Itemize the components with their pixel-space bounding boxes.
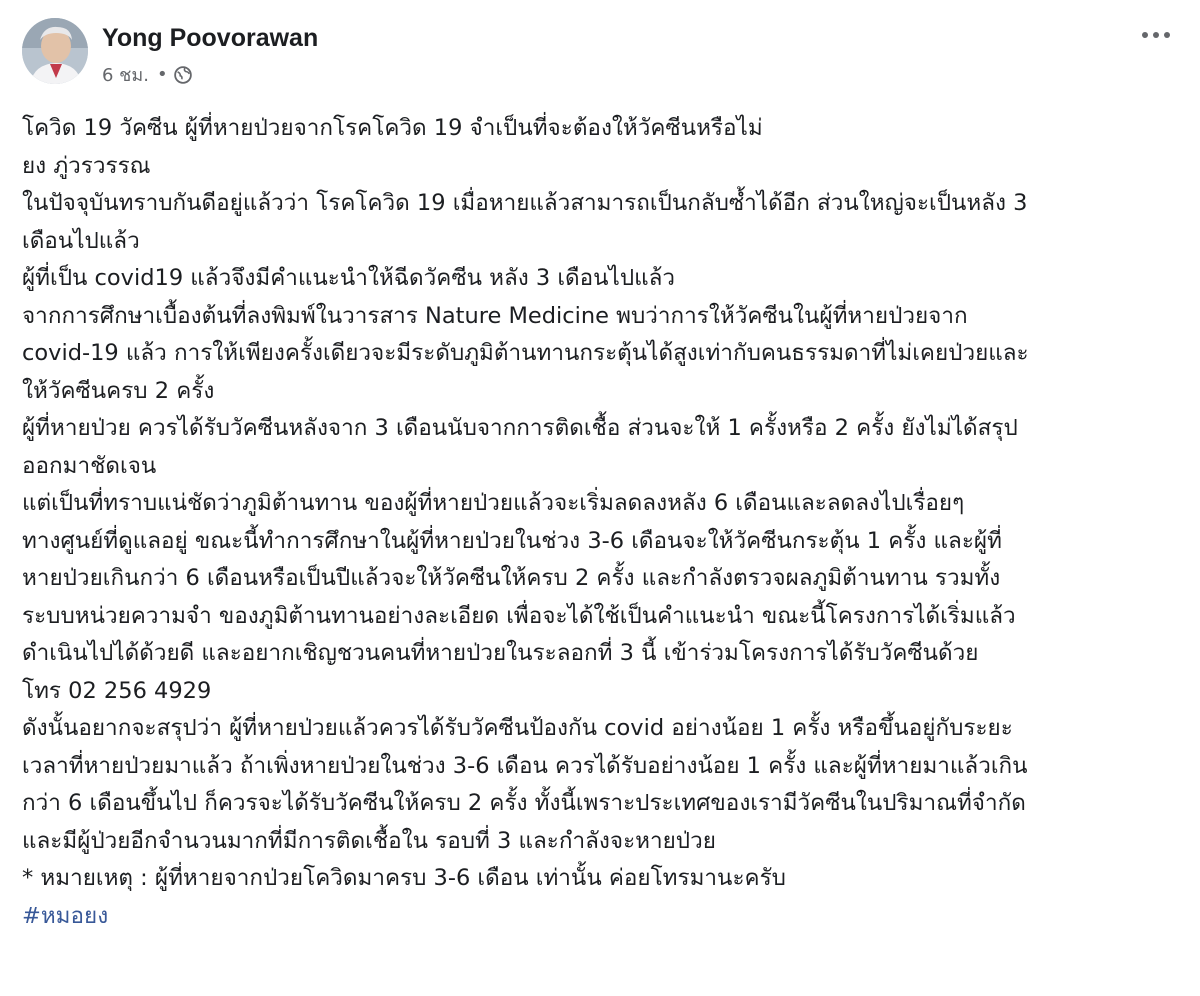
post-line: โควิด 19 วัคซีน ผู้ที่หายป่วยจากโรคโควิด 19 จำเป็นที่จะต้องให้วัคซีนหรือไม่: [22, 115, 763, 141]
author-name[interactable]: Yong Poovorawan: [102, 24, 319, 52]
post-line: กว่า 6 เดือนขึ้นไป ก็ควรจะได้รับวัคซีนให้ครบ 2 ครั้ง ทั้งนี้เพราะประเทศของเรามีวัคซีนในปริมาณที่จำกัด: [22, 790, 1026, 816]
post-content: [22, 110, 1178, 935]
hashtag-link[interactable]: #หมอยง: [22, 902, 109, 929]
post-line: โทร 02 256 4929: [22, 677, 212, 704]
post-line: * หมายเหตุ : ผู้ที่หายจากป่วยโควิดมาครบ 3-6 เดือน เท่านั้น ค่อยโทรมานะครับ: [22, 865, 786, 891]
post-line: ทางศูนย์ที่ดูแลอยู่ ขณะนี้ทำการศึกษาในผู้ที่หายป่วยในช่วง 3-6 เดือนจะให้วัคซีนกระตุ้น 1 ครั้ง และผู้ที่: [22, 527, 1002, 554]
post-time[interactable]: 6 ชม.: [102, 65, 149, 86]
post-line: ในปัจจุบันทราบกันดีอยู่แล้วว่า โรคโควิด 19 เมื่อหายแล้วสามารถเป็นกลับซ้ำได้อีก ส่วนใหญ่จะเป็นหลัง 3: [22, 190, 1028, 216]
post-line: ระบบหน่วยความจำ ของภูมิต้านทานอย่างละเอียด เพื่อจะได้ใช้เป็นคำแนะนำ ขณะนี้โครงการได้เริ่มแล้ว: [22, 602, 1016, 629]
post-line: แต่เป็นที่ทราบแน่ชัดว่าภูมิต้านทาน ของผู้ที่หายป่วยแล้วจะเริ่มลดลงหลัง 6 เดือนและลดลงไปเรื่อยๆ: [22, 490, 965, 516]
post-meta: [102, 22, 318, 89]
post-line: จากการศึกษาเบื้องต้นที่ลงพิมพ์ในวารสาร Nature Medicine พบว่าการให้วัคซีนในผู้ที่หายป่วยจาก: [22, 302, 968, 329]
globe-icon[interactable]: [174, 66, 192, 84]
post-line: ผู้ที่หายป่วย ควรได้รับวัคซีนหลังจาก 3 เดือนนับจากการติดเชื้อ ส่วนจะให้ 1 ครั้งหรือ 2 ครั้ง ยังไม่ได้สรุป: [22, 415, 1018, 441]
post-line: ดำเนินไปได้ด้วยดี และอยากเชิญชวนคนที่หายป่วยในระลอกที่ 3 นี้ เข้าร่วมโครงการได้รับวัคซีนด้วย: [22, 640, 979, 666]
post-subline: [102, 60, 318, 89]
post-line: และมีผู้ป่วยอีกจำนวนมากที่มีการติดเชื้อใน รอบที่ 3 และกำลังจะหายป่วย: [22, 827, 716, 854]
more-dot: [1153, 32, 1159, 38]
post-line: ออกมาชัดเจน: [22, 452, 157, 479]
post-line: ผู้ที่เป็น covid19 แล้วจึงมีคำแนะนำให้ฉีดวัคซีน หลัง 3 เดือนไปแล้ว: [22, 265, 676, 291]
post-line: หายป่วยเกินกว่า 6 เดือนหรือเป็นปีแล้วจะให้วัคซีนให้ครบ 2 ครั้ง และกำลังตรวจผลภูมิต้านทาน รวมทั้ง: [22, 565, 1001, 591]
more-horizontal-icon[interactable]: [1142, 20, 1170, 50]
post-line: ให้วัคซีนครบ 2 ครั้ง: [22, 377, 215, 404]
more-dot: [1164, 32, 1170, 38]
post-line: เดือนไปแล้ว: [22, 227, 140, 254]
hashtag-line: [22, 898, 1178, 936]
post-line: ดังนั้นอยากจะสรุปว่า ผู้ที่หายป่วยแล้วควรได้รับวัคซีนป้องกัน covid อย่างน้อย 1 ครั้ง หรือขึ้นอยู่กับระยะ: [22, 715, 1013, 741]
post-header: [22, 18, 318, 89]
post-line: เวลาที่หายป่วยมาแล้ว ถ้าเพิ่งหายป่วยในช่วง 3-6 เดือน ควรได้รับอย่างน้อย 1 ครั้ง และผู้ที่หายมาแล้วเกิน: [22, 752, 1028, 779]
post-line: ยง ภู่วรวรรณ: [22, 152, 151, 179]
avatar[interactable]: [22, 18, 88, 84]
more-dot: [1142, 32, 1148, 38]
post-line: covid-19 แล้ว การให้เพียงครั้งเดียวจะมีระดับภูมิต้านทานกระตุ้นได้สูงเท่ากับคนธรรมดาที่ไม่เคยป่วยและ: [22, 340, 1029, 366]
separator-dot: •: [156, 64, 168, 85]
